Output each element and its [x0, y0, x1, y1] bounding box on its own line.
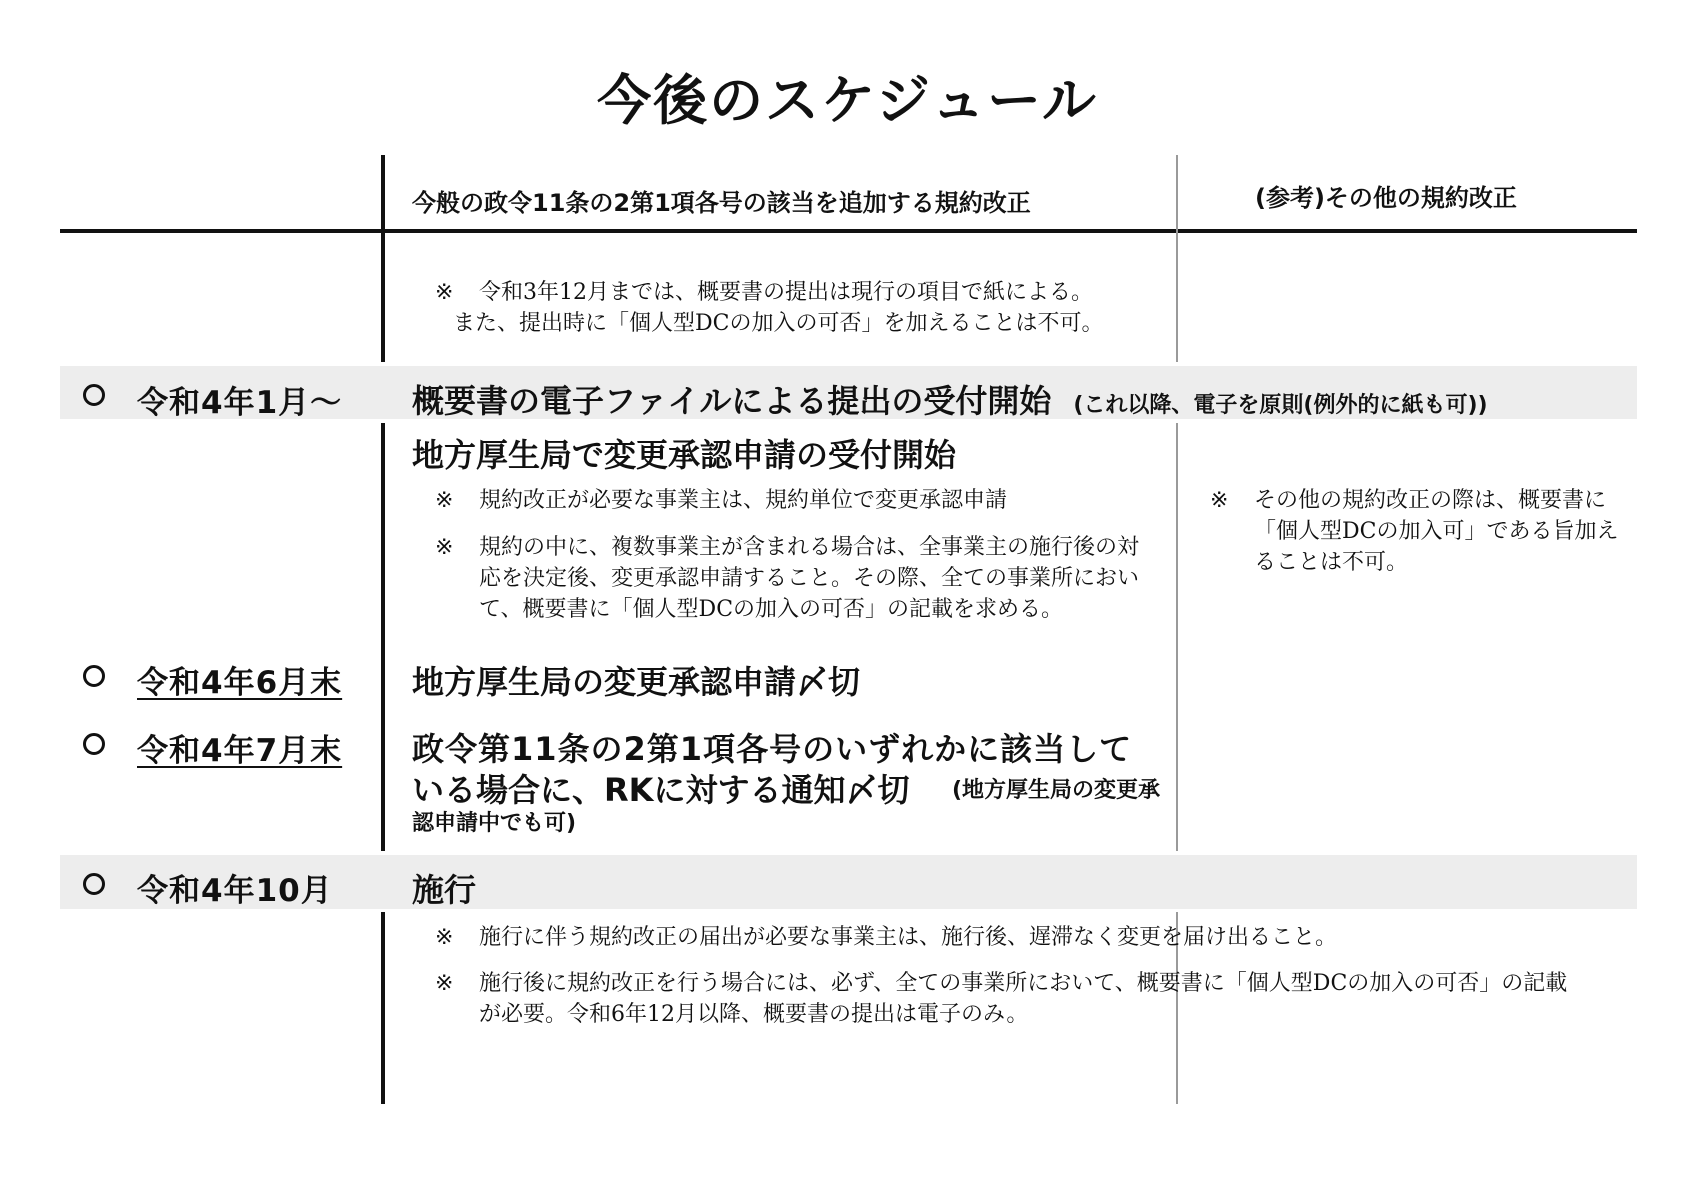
header-col-main: 今般の政令11条の2第1項各号の該当を追加する規約改正 — [412, 189, 1031, 217]
date-oct: 令和4年10月 — [137, 873, 333, 909]
event-july-note: (地方厚生局の変更承認申請中でも可) — [412, 778, 1161, 836]
event-july-line2: いる場合に、RKに対する通知〆切 — [412, 771, 910, 809]
row-marker-circle — [83, 873, 105, 895]
event-jan — [412, 376, 1488, 422]
note-application-2: ※ 規約の中に、複数事業主が含まれる場合は、全事業主の施行後の対応を決定後、変更承認申請すること。その際、全ての事業所において、概要書に「個人型DCの加入の可否」の記載を求める。 — [435, 535, 1140, 622]
date-july: 令和4年7月末 — [137, 733, 343, 769]
separator-3 — [381, 912, 385, 1104]
note-mark: ※ — [435, 280, 454, 305]
header-col-ref: (参考)その他の規約改正 — [1255, 184, 1517, 212]
note-enforcement-1: ※ 施行に伴う規約改正の届出が必要な事業主は、施行後、遅滞なく変更を届け出ること。 — [435, 925, 1338, 950]
separator-1 — [381, 155, 385, 362]
ref-separator-2 — [1176, 423, 1178, 851]
event-june: 地方厚生局の変更承認申請〆切 — [412, 663, 861, 701]
header-rule — [60, 229, 1637, 233]
event-jan-note: (これ以降、電子を原則(例外的に紙も可)) — [1073, 393, 1488, 418]
date-jan: 令和4年1月～ — [137, 385, 343, 421]
note-enforcement-2: ※ 施行後に規約改正を行う場合には、必ず、全ての事業所において、概要書に「個人型DCの加入の可否」の記載が必要。令和6年12月以降、概要書の提出は電子のみ。 — [435, 971, 1568, 1027]
separator-2 — [381, 423, 385, 851]
pre-note-line1: 令和3年12月までは、概要書の提出は現行の項目で紙による。 — [479, 280, 1093, 305]
event-oct: 施行 — [412, 871, 477, 909]
ref-note: ※ その他の規約改正の際は、概要書に「個人型DCの加入可」である旨加えることは不可。 — [1210, 488, 1619, 575]
pre-note — [435, 277, 1195, 339]
event-application-start: 地方厚生局で変更承認申請の受付開始 — [412, 436, 957, 474]
row-marker-circle — [83, 665, 105, 687]
page-title: 今後のスケジュール — [597, 69, 1098, 132]
note-application-1: ※ 規約改正が必要な事業主は、規約単位で変更承認申請 — [435, 488, 1008, 513]
event-jan-text: 概要書の電子ファイルによる提出の受付開始 — [412, 382, 1052, 420]
date-june: 令和4年6月末 — [137, 665, 343, 701]
row-marker-circle — [83, 384, 105, 406]
row-marker-circle — [83, 733, 105, 755]
event-july-line1: 政令第11条の2第1項各号のいずれかに該当して — [412, 730, 1133, 768]
pre-note-line2: また、提出時に「個人型DCの加入の可否」を加えることは不可。 — [453, 311, 1104, 336]
